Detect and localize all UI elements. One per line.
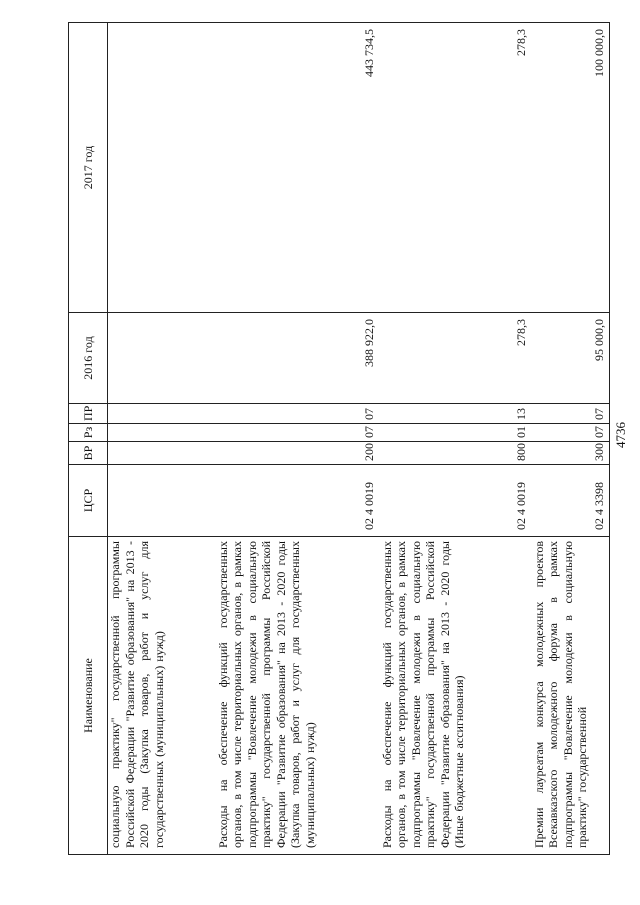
row-2017 [108, 23, 216, 313]
table-row [380, 23, 532, 855]
row-rz: 07 [216, 424, 380, 442]
budget-table [68, 22, 610, 855]
row-vr: 800 [380, 442, 532, 465]
row-pr: 07 [216, 404, 380, 424]
row-pr: 07 [532, 404, 610, 424]
rotated-page-content [68, 23, 628, 855]
row-vr [108, 442, 216, 465]
column-header-2017: 2017 год [69, 23, 108, 313]
row-rz: 07 [532, 424, 610, 442]
row-name: Расходы на обеспечение функций государственных органов, в том числе территориальных органов, в рамках подпрограммы "Вовлечение молодежи в социальную практику" государственной программы Российской Федерации "Развитие образования" на 2013 - 2020 годы (Иные бюджетные ассигнования) [380, 537, 532, 855]
row-rz [108, 424, 216, 442]
row-2016: 388 922,0 [216, 313, 380, 404]
row-csr [108, 465, 216, 537]
table-header-row [69, 23, 108, 855]
row-vr: 200 [216, 442, 380, 465]
row-2016: 95 000,0 [532, 313, 610, 404]
table-row [108, 23, 216, 855]
row-pr [108, 404, 216, 424]
column-header-vr: ВР [69, 442, 108, 465]
row-2016 [108, 313, 216, 404]
row-csr: 02 4 3398 [532, 465, 610, 537]
row-csr: 02 4 0019 [380, 465, 532, 537]
row-name: Расходы на обеспечение функций государственных органов, в том числе территориальных органов, в рамках подпрограммы "Вовлечение молодежи в социальную практику" государственной программы Российской Федерации "Развитие образования" на 2013 - 2020 годы (Закупка товаров, работ и услуг для государственных (муниципальных) нужд) [216, 537, 380, 855]
column-header-csr: ЦСР [69, 465, 108, 537]
table-row [532, 23, 610, 855]
row-2016: 278,3 [380, 313, 532, 404]
row-name: Премии лауреатам конкурса молодежных проектов Всекавказского молодежного форума в рамках подпрограммы "Вовлечение молодежи в социальную практику" государственной [532, 537, 610, 855]
column-header-name: Наименование [69, 537, 108, 855]
column-header-pr: ПР [69, 404, 108, 424]
column-header-2016: 2016 год [69, 313, 108, 404]
page-number: 4736 [613, 422, 628, 448]
row-2017: 278,3 [380, 23, 532, 313]
row-vr: 300 [532, 442, 610, 465]
row-rz: 01 [380, 424, 532, 442]
row-csr: 02 4 0019 [216, 465, 380, 537]
row-pr: 13 [380, 404, 532, 424]
column-header-rz: Рз [69, 424, 108, 442]
row-2017: 443 734,5 [216, 23, 380, 313]
row-2017: 100 000,0 [532, 23, 610, 313]
table-row [216, 23, 380, 855]
row-name: социальную практику" государственной программы Российской Федерации "Развитие образования" на 2013 - 2020 годы (Закупка товаров, работ и услуг для государственных (муниципальных) нужд) [108, 537, 216, 855]
